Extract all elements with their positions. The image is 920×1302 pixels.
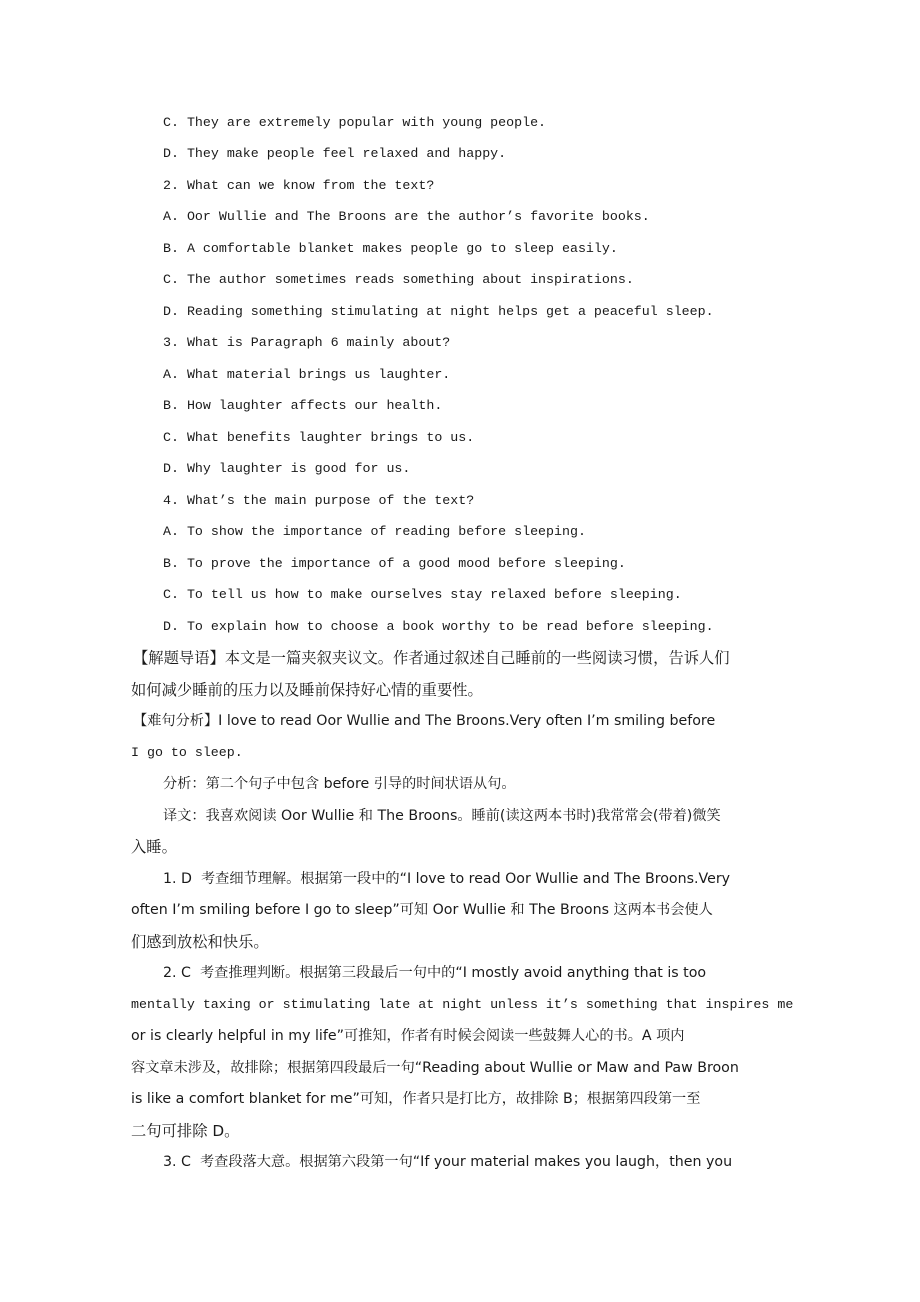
difficult-sentence-line-1: 【难句分析】I love to read Oor Wullie and The Broons.Very often I’m smiling before bbox=[133, 713, 716, 729]
option-label: C. bbox=[163, 587, 179, 602]
q2-option-b bbox=[163, 240, 618, 258]
answer-1-line-1: 1. D 考查细节理解。根据第一段中的“I love to read Oor Wullie and The Broons.Very bbox=[163, 871, 731, 887]
parse-line: 分析：第二个句子中包含 before 引导的时间状语从句。 bbox=[163, 776, 516, 792]
answer-2-line-4: 容文章未涉及，故排除；根据第四段最后一句“Reading about Wullie or Maw and Paw Broon bbox=[131, 1060, 739, 1076]
q4-option-b bbox=[163, 555, 626, 573]
option-label: D. bbox=[163, 461, 179, 476]
q1-option-c bbox=[163, 114, 546, 132]
guide-paragraph-line-2: 如何减少睡前的压力以及睡前保持好心情的重要性。 bbox=[131, 681, 483, 699]
answer-1-line-3: 们感到放松和快乐。 bbox=[131, 933, 269, 951]
answer-2-line-3: or is clearly helpful in my life”可推知，作者有时候会阅读一些鼓舞人心的书。A 项内 bbox=[131, 1028, 685, 1044]
option-text: What material brings us laughter. bbox=[186, 367, 451, 382]
option-label: B. bbox=[163, 556, 179, 571]
answer-1-line-2: often I’m smiling before I go to sleep”可知 Oor Wullie 和 The Broons 这两本书会使人 bbox=[131, 902, 713, 918]
translation-line-2: 入睡。 bbox=[131, 838, 177, 856]
q3-option-a bbox=[163, 366, 450, 384]
answer-2-line-5: is like a comfort blanket for me”可知，作者只是打比方，故排除 B；根据第四段第一至 bbox=[131, 1091, 701, 1107]
q4-option-d bbox=[163, 618, 714, 636]
option-label: B. bbox=[163, 398, 179, 413]
q3-option-b bbox=[163, 397, 442, 415]
option-text: To explain how to choose a book worthy to be read before sleeping. bbox=[186, 619, 714, 634]
option-text: They make people feel relaxed and happy. bbox=[186, 146, 507, 161]
translation-line-1: 译文：我喜欢阅读 Oor Wullie 和 The Broons。睡前(读这两本书时)我常常会(带着)微笑 bbox=[163, 808, 721, 824]
answer-2-line-6: 二句可排除 D。 bbox=[131, 1122, 240, 1140]
q3-option-d bbox=[163, 460, 410, 478]
q2-stem: 2. What can we know from the text? bbox=[163, 178, 435, 193]
option-label: A. bbox=[163, 209, 179, 224]
option-label: D. bbox=[163, 146, 179, 161]
option-label: C. bbox=[163, 272, 179, 287]
option-text: To show the importance of reading before sleeping. bbox=[186, 524, 586, 539]
q2-option-c bbox=[163, 271, 634, 289]
q4-stem: 4. What’s the main purpose of the text? bbox=[163, 493, 475, 508]
option-text: A comfortable blanket makes people go to sleep easily. bbox=[186, 241, 618, 256]
q4-option-c bbox=[163, 586, 682, 604]
answer-2-line-2: mentally taxing or stimulating late at night unless it’s something that inspires me bbox=[131, 997, 794, 1012]
option-label: A. bbox=[163, 367, 179, 382]
option-text: To tell us how to make ourselves stay relaxed before sleeping. bbox=[186, 587, 682, 602]
q4-option-a bbox=[163, 523, 586, 541]
answer-3-line-1: 3. C 考查段落大意。根据第六段第一句“If your material makes you laugh，then you bbox=[163, 1154, 733, 1170]
option-label: C. bbox=[163, 430, 179, 445]
q2-option-a bbox=[163, 208, 650, 226]
option-text: The author sometimes reads something about inspirations. bbox=[186, 272, 634, 287]
option-label: C. bbox=[163, 115, 179, 130]
option-label: D. bbox=[163, 619, 179, 634]
option-text: They are extremely popular with young people. bbox=[186, 115, 547, 130]
guide-paragraph-line-1: 【解题导语】本文是一篇夹叙夹议文。作者通过叙述自己睡前的一些阅读习惯，告诉人们 bbox=[133, 649, 730, 667]
option-text: Why laughter is good for us. bbox=[186, 461, 411, 476]
option-text: To prove the importance of a good mood before sleeping. bbox=[186, 556, 626, 571]
option-text: What benefits laughter brings to us. bbox=[186, 430, 475, 445]
option-label: A. bbox=[163, 524, 179, 539]
q3-option-c bbox=[163, 429, 474, 447]
option-text: Oor Wullie and The Broons are the author’s favorite books. bbox=[186, 209, 650, 224]
option-text: Reading something stimulating at night helps get a peaceful sleep. bbox=[186, 304, 714, 319]
option-text: How laughter affects our health. bbox=[186, 398, 443, 413]
q1-option-d bbox=[163, 145, 506, 163]
difficult-sentence-line-2: I go to sleep. bbox=[131, 745, 243, 760]
q3-stem: 3. What is Paragraph 6 mainly about? bbox=[163, 335, 451, 350]
q2-option-d bbox=[163, 303, 714, 321]
option-label: D. bbox=[163, 304, 179, 319]
answer-2-line-1: 2. C 考查推理判断。根据第三段最后一句中的“I mostly avoid anything that is too bbox=[163, 965, 707, 981]
option-label: B. bbox=[163, 241, 179, 256]
